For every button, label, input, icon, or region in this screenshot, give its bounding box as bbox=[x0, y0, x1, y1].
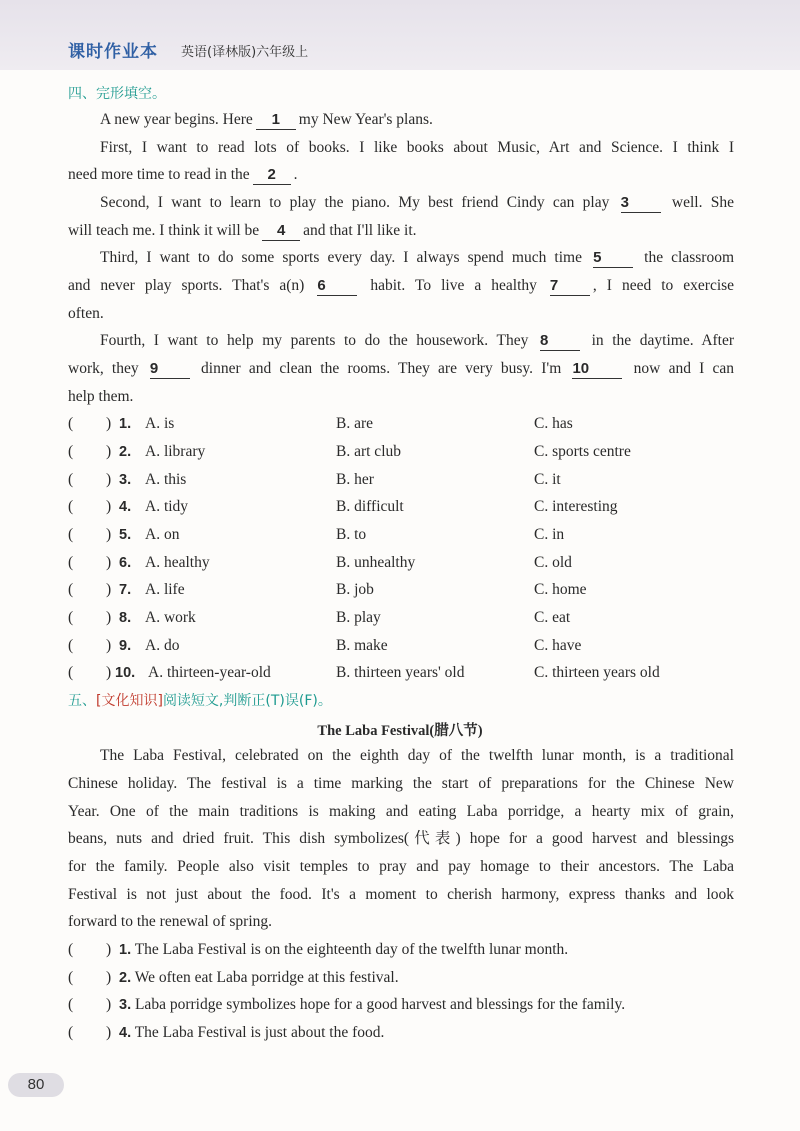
option-b[interactable]: B. job bbox=[336, 581, 374, 598]
blank-1[interactable]: 1 bbox=[256, 111, 296, 130]
option-a[interactable]: A. this bbox=[145, 471, 187, 488]
option-c[interactable]: C. it bbox=[534, 471, 561, 488]
question-row: ( ) 5. A. on B. to C. in bbox=[68, 524, 768, 546]
answer-paren-close: ) bbox=[106, 581, 112, 598]
answer-paren-open[interactable]: ( bbox=[68, 554, 74, 571]
option-a[interactable]: A. thirteen-year-old bbox=[148, 664, 271, 681]
option-c[interactable]: C. sports centre bbox=[534, 443, 631, 460]
question-row: ( ) 6. A. healthy B. unhealthy C. old bbox=[68, 552, 768, 574]
passage-line: will teach me. I think it will be 4 and that I'll like it. bbox=[68, 222, 417, 239]
passage-line: beans, nuts and dried fruit. This dish symbolizes(代表) hope for a good harvest and blessings bbox=[68, 830, 734, 847]
passage-line: Year. One of the main traditions is making and eating Laba porridge, a hearty mix of grain, bbox=[68, 803, 734, 820]
option-c[interactable]: C. eat bbox=[534, 609, 571, 626]
question-row: ( ) 4. A. tidy B. difficult C. interesting bbox=[68, 496, 768, 518]
passage-line: Second, I want to learn to play the piano. My best friend Cindy can play 3 well. She bbox=[100, 194, 734, 211]
question-row: ( ) 9. A. do B. make C. have bbox=[68, 635, 768, 657]
book-subtitle: 英语(译林版)六年级上 bbox=[181, 45, 309, 60]
answer-paren-open[interactable]: ( bbox=[68, 443, 74, 460]
option-a[interactable]: A. work bbox=[145, 609, 196, 626]
passage-title: The Laba Festival(腊八节) bbox=[317, 723, 483, 739]
option-a[interactable]: A. tidy bbox=[145, 498, 189, 515]
option-c[interactable]: C. have bbox=[534, 637, 582, 654]
passage-line: Chinese holiday. The festival is a time marking the start of preparations for the Chinese New bbox=[68, 775, 734, 792]
answer-paren-open[interactable]: ( bbox=[68, 471, 74, 488]
question-row: ( ) 1. A. is B. are C. has bbox=[68, 413, 768, 435]
option-c[interactable]: C. thirteen years old bbox=[534, 664, 660, 681]
option-b[interactable]: B. unhealthy bbox=[336, 554, 416, 571]
passage-line: work, they 9 dinner and clean the rooms. They are very busy. I'm 10 now and I can bbox=[68, 360, 735, 377]
passage-line: need more time to read in the 2 . bbox=[68, 166, 298, 183]
option-c[interactable]: C. has bbox=[534, 415, 573, 432]
blank-2[interactable]: 2 bbox=[253, 166, 291, 185]
blank-9[interactable]: 9 bbox=[150, 360, 190, 379]
option-b[interactable]: B. play bbox=[336, 609, 381, 626]
option-a[interactable]: A. healthy bbox=[145, 554, 210, 571]
question-row: ( ) 10. A. thirteen-year-old B. thirteen years' old C. thirteen years old bbox=[68, 662, 768, 684]
passage-line: First, I want to read lots of books. I like books about Music, Art and Science. I think I bbox=[100, 139, 734, 156]
answer-paren-open[interactable]: ( bbox=[68, 581, 74, 598]
tf-row: ( ) 3. Laba porridge symbolizes hope for a good harvest and blessings for the family. bbox=[68, 994, 768, 1016]
passage-line: Fourth, I want to help my parents to do the housework. They 8 in the daytime. After bbox=[100, 332, 735, 349]
tf-row: ( ) 1. The Laba Festival is on the eighteenth day of the twelfth lunar month. bbox=[68, 939, 768, 961]
answer-paren-close: ) bbox=[106, 526, 112, 543]
passage-line: Festival is not just about the food. It's a moment to cherish harmony, express thanks and look bbox=[68, 886, 734, 903]
answer-paren-open[interactable]: ( bbox=[68, 1024, 74, 1041]
answer-paren-close: ) bbox=[106, 471, 112, 488]
option-b[interactable]: B. difficult bbox=[336, 498, 404, 515]
tf-row: ( ) 2. We often eat Laba porridge at this festival. bbox=[68, 967, 768, 989]
blank-6[interactable]: 6 bbox=[317, 277, 357, 296]
option-a[interactable]: A. do bbox=[145, 637, 180, 654]
passage-line: A new year begins. Here 1 my New Year's plans. bbox=[100, 111, 433, 128]
passage-line: help them. bbox=[68, 388, 134, 405]
answer-paren-open[interactable]: ( bbox=[68, 941, 74, 958]
answer-paren-close: ) bbox=[106, 637, 112, 654]
answer-paren-open[interactable]: ( bbox=[68, 415, 74, 432]
answer-paren-close: ) bbox=[106, 415, 112, 432]
option-c[interactable]: C. in bbox=[534, 526, 565, 543]
book-title: 课时作业本 bbox=[68, 42, 158, 62]
passage-line: and never play sports. That's a(n) 6 habit. To live a healthy 7 , I need to exercise bbox=[68, 277, 735, 294]
answer-paren-close: ) bbox=[106, 443, 112, 460]
answer-paren-open[interactable]: ( bbox=[68, 526, 74, 543]
passage-line: Third, I want to do some sports every day. I always spend much time 5 the classroom bbox=[100, 249, 735, 266]
answer-paren-close: ) bbox=[106, 498, 112, 515]
option-b[interactable]: B. art club bbox=[336, 443, 401, 460]
option-a[interactable]: A. is bbox=[145, 415, 175, 432]
question-row: ( ) 8. A. work B. play C. eat bbox=[68, 607, 768, 629]
blank-5[interactable]: 5 bbox=[593, 249, 633, 268]
answer-paren-close: ) bbox=[106, 969, 112, 986]
blank-4[interactable]: 4 bbox=[262, 222, 300, 241]
blank-8[interactable]: 8 bbox=[540, 332, 580, 351]
question-row: ( ) 2. A. library B. art club C. sports centre bbox=[68, 441, 768, 463]
option-a[interactable]: A. library bbox=[145, 443, 206, 460]
answer-paren-close: ) bbox=[106, 609, 112, 626]
answer-paren-close: ) bbox=[106, 941, 112, 958]
tf-row: ( ) 4. The Laba Festival is just about the food. bbox=[68, 1022, 768, 1044]
option-c[interactable]: C. old bbox=[534, 554, 572, 571]
passage-line: often. bbox=[68, 305, 104, 322]
answer-paren-open[interactable]: ( bbox=[68, 637, 74, 654]
passage-line: forward to the renewal of spring. bbox=[68, 913, 273, 930]
answer-paren-close: ) bbox=[106, 996, 112, 1013]
option-c[interactable]: C. interesting bbox=[534, 498, 618, 515]
passage-line: The Laba Festival, celebrated on the eighth day of the twelfth lunar month, is a traditional bbox=[100, 747, 734, 764]
answer-paren-open[interactable]: ( bbox=[68, 664, 74, 681]
option-b[interactable]: B. are bbox=[336, 415, 374, 432]
blank-10[interactable]: 10 bbox=[572, 360, 622, 379]
answer-paren-close: ) bbox=[106, 664, 112, 681]
option-b[interactable]: B. her bbox=[336, 471, 374, 488]
section5-title: 五、[文化知识]阅读短文,判断正(T)误(F)。 bbox=[68, 693, 332, 709]
answer-paren-open[interactable]: ( bbox=[68, 996, 74, 1013]
question-row: ( ) 7. A. life B. job C. home bbox=[68, 579, 768, 601]
blank-3[interactable]: 3 bbox=[621, 194, 661, 213]
answer-paren-open[interactable]: ( bbox=[68, 969, 74, 986]
option-a[interactable]: A. on bbox=[145, 526, 180, 543]
option-b[interactable]: B. thirteen years' old bbox=[336, 664, 465, 681]
answer-paren-close: ) bbox=[106, 1024, 112, 1041]
page-number: 80 bbox=[8, 1073, 64, 1097]
question-row: ( ) 3. A. this B. her C. it bbox=[68, 469, 768, 491]
option-c[interactable]: C. home bbox=[534, 581, 587, 598]
option-a[interactable]: A. life bbox=[145, 581, 185, 598]
blank-7[interactable]: 7 bbox=[550, 277, 590, 296]
option-b[interactable]: B. to bbox=[336, 526, 367, 543]
passage-line: for the family. People also visit temples to pray and pay homage to their ancestors. The Laba bbox=[68, 858, 734, 875]
answer-paren-open[interactable]: ( bbox=[68, 609, 74, 626]
section4-title: 四、完形填空。 bbox=[68, 86, 166, 102]
answer-paren-open[interactable]: ( bbox=[68, 498, 74, 515]
option-b[interactable]: B. make bbox=[336, 637, 388, 654]
answer-paren-close: ) bbox=[106, 554, 112, 571]
